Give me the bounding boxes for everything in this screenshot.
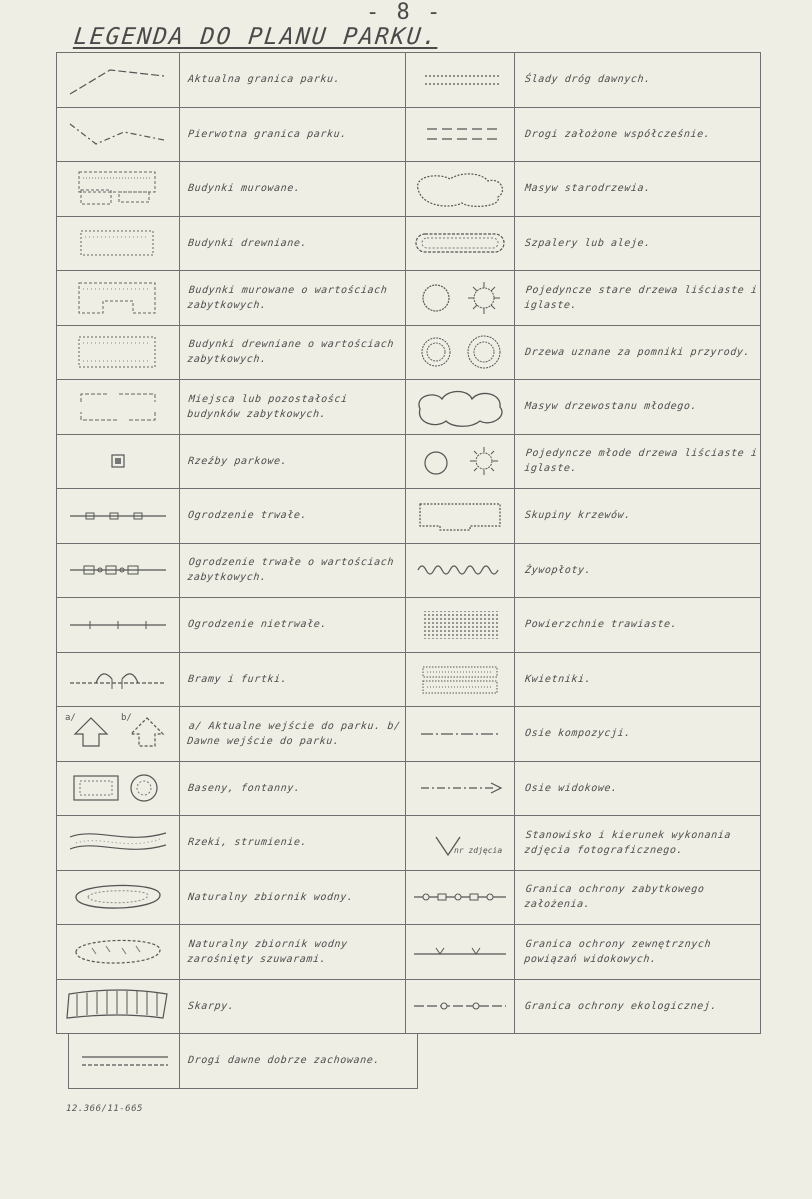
- legend-row: [56, 107, 762, 162]
- flower-beds-icon: [405, 652, 515, 708]
- photo-position-icon: [405, 815, 515, 871]
- legend-label: Pojedyncze stare drzewa liściaste i iglaste.: [523, 284, 759, 311]
- legend-label: Rzeźby parkowe.: [187, 455, 288, 467]
- page-number: - 8 -: [366, 0, 443, 25]
- wooden-buildings-icon: [56, 216, 180, 272]
- legend-label: Ślady dróg dawnych.: [524, 74, 652, 86]
- legend-row: [56, 216, 762, 271]
- temporary-fence-icon: [56, 597, 180, 653]
- legend-row: [56, 924, 762, 979]
- tree-rows-icon: [405, 216, 515, 272]
- legend-row: [56, 434, 762, 489]
- legend-label: Skarpy.: [187, 1000, 235, 1012]
- legend-label: a/ Aktualne wejście do parku. b/ Dawne wejście do parku.: [186, 720, 402, 747]
- composition-axes-icon: [405, 706, 515, 762]
- legend-label: Drogi założone współcześnie.: [524, 128, 711, 140]
- legend-row: [56, 979, 762, 1034]
- old-trees-mass-icon: [405, 161, 515, 217]
- legend-label: Drzewa uznane za pomniki przyrody.: [524, 346, 751, 358]
- legend-label: Rzeki, strumienie.: [187, 837, 308, 849]
- legend-label: Baseny, fontanny.: [187, 782, 302, 794]
- current-boundary-line-icon: [56, 52, 180, 108]
- legend-label: Osie kompozycji.: [524, 728, 632, 740]
- legend-label: Granica ochrony ekologicznej.: [524, 1000, 718, 1012]
- legend-row: [56, 488, 762, 543]
- hedges-icon: [405, 543, 515, 599]
- legend-row: [56, 379, 762, 434]
- legend-label: Masyw starodrzewia.: [524, 183, 652, 195]
- nature-monument-trees-icon: [405, 325, 515, 381]
- legend-label: Budynki murowane o wartościach zabytkowych.: [186, 284, 388, 311]
- ecological-protection-boundary-icon: [405, 979, 515, 1035]
- entrance-b-marker: b/: [121, 712, 132, 723]
- legend-row: [56, 52, 762, 107]
- legend-label: Granica ochrony zewnętrznych powiązań widokowych.: [523, 938, 712, 965]
- legend-row: [56, 325, 762, 380]
- single-old-trees-icon: [405, 270, 515, 326]
- legend-row: [56, 270, 762, 325]
- legend-label: Granica ochrony zabytkowego założenia.: [523, 884, 706, 911]
- legend-label: Pojedyncze młode drzewa liściaste i iglaste.: [523, 448, 759, 475]
- landscape-protection-boundary-icon: [405, 924, 515, 980]
- escarpments-icon: [56, 979, 180, 1035]
- young-trees-mass-icon: [405, 379, 515, 435]
- legend-label: Szpalery lub aleje.: [524, 237, 652, 249]
- entrance-a-marker: a/: [65, 712, 76, 723]
- original-boundary-line-icon: [56, 107, 180, 163]
- historic-permanent-fence-icon: [56, 543, 180, 599]
- legend-label: Ogrodzenie trwałe o wartościach zabytkowych.: [186, 557, 395, 584]
- legend-label: Budynki drewniane.: [187, 237, 308, 249]
- page-title: LEGENDA DO PLANU PARKU.: [72, 24, 440, 50]
- legend-label: Skupiny krzewów.: [524, 510, 632, 522]
- old-roads-preserved-icon: [68, 1033, 180, 1089]
- legend-row: [56, 161, 762, 216]
- legend-row: [56, 597, 762, 652]
- rivers-streams-icon: [56, 815, 180, 871]
- legend-label: Bramy i furtki.: [187, 673, 288, 685]
- legend-label: Osie widokowe.: [524, 782, 619, 794]
- legend-row: [56, 543, 762, 598]
- pools-fountains-icon: [56, 761, 180, 817]
- historic-masonry-buildings-icon: [56, 270, 180, 326]
- park-entrances-icon: [56, 706, 180, 762]
- legend-label: Ogrodzenie trwałe.: [187, 510, 308, 522]
- legend-label: Masyw drzewostanu młodego.: [524, 401, 698, 413]
- legend-label: Budynki murowane.: [187, 183, 302, 195]
- old-roads-trace-icon: [405, 52, 515, 108]
- historic-wooden-buildings-icon: [56, 325, 180, 381]
- modern-roads-icon: [405, 107, 515, 163]
- legend-label: Żywopłoty.: [524, 564, 592, 576]
- legend-row: [68, 1033, 762, 1088]
- legend-label: Naturalny zbiornik wodny.: [187, 891, 355, 903]
- historic-building-remains-icon: [56, 379, 180, 435]
- legend-label: Ogrodzenie nietrwałe.: [187, 619, 328, 631]
- single-young-trees-icon: [405, 434, 515, 490]
- legend-row: [56, 870, 762, 925]
- legend-row: [56, 706, 762, 761]
- legend-row: [56, 761, 762, 816]
- shrub-groups-icon: [405, 488, 515, 544]
- legend-label: Kwietniki.: [524, 673, 592, 685]
- legend-row: [56, 652, 762, 707]
- legend-label: Aktualna granica parku.: [187, 74, 341, 86]
- legend-label: Pierwotna granica parku.: [187, 128, 348, 140]
- natural-water-reservoir-icon: [56, 870, 180, 926]
- grass-areas-icon: [405, 597, 515, 653]
- legend-label: Budynki drewniane o wartościach zabytkowych.: [186, 339, 395, 366]
- legend-label: Stanowisko i kierunek wykonania zdjęcia fotograficznego.: [523, 829, 732, 856]
- permanent-fence-icon: [56, 488, 180, 544]
- monument-protection-boundary-icon: [405, 870, 515, 926]
- legend-table: [56, 52, 762, 1088]
- legend-label: Drogi dawne dobrze zachowane.: [187, 1055, 381, 1067]
- overgrown-water-reservoir-icon: [56, 924, 180, 980]
- masonry-buildings-icon: [56, 161, 180, 217]
- photo-number-label: nr zdjęcia: [454, 845, 503, 855]
- gates-icon: [56, 652, 180, 708]
- legend-label: Miejsca lub pozostałości budynków zabytkowych.: [186, 393, 349, 420]
- legend-label: Naturalny zbiornik wodny zarośnięty szuwarami.: [186, 938, 349, 965]
- park-sculptures-icon: [56, 434, 180, 490]
- handwritten-note: 12.366/11-665: [66, 1104, 143, 1114]
- legend-label: Powierzchnie trawiaste.: [524, 619, 678, 631]
- legend-row: [56, 815, 762, 870]
- view-axes-icon: [405, 761, 515, 817]
